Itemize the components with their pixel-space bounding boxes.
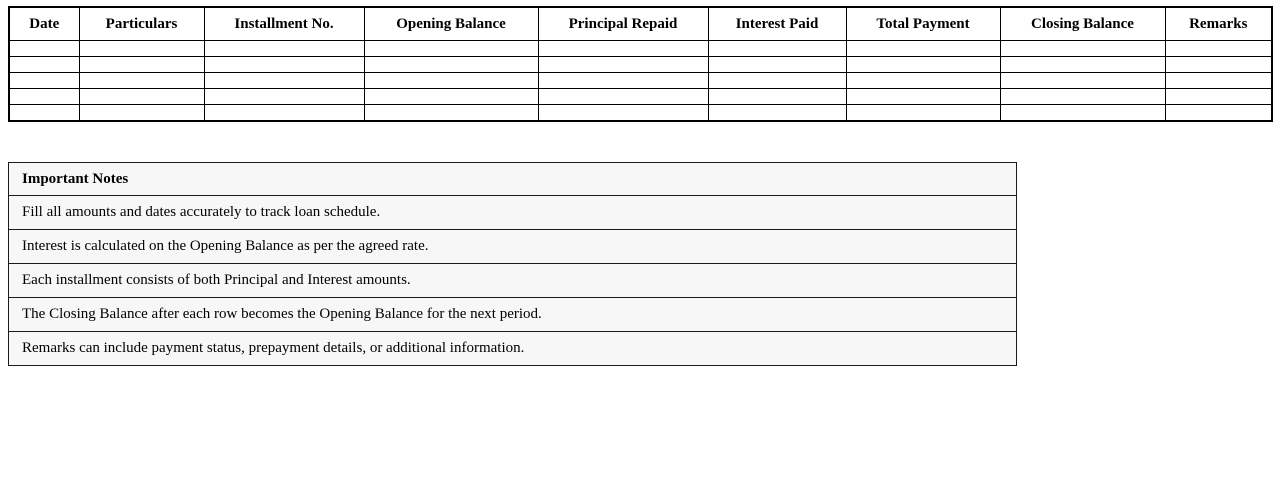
note-row: [9, 196, 1017, 230]
loan-table-cell: [79, 105, 204, 122]
loan-table-cell: [708, 73, 846, 89]
loan-table-cell: [364, 57, 538, 73]
column-header-opening-balance: Opening Balance: [364, 7, 538, 41]
loan-table-cell: [1000, 89, 1165, 105]
note-text: The Closing Balance after each row becomes the Opening Balance for the next period.: [9, 298, 1017, 332]
loan-table-cell: [204, 105, 364, 122]
column-header-closing-balance: Closing Balance: [1000, 7, 1165, 41]
important-notes-table: [8, 162, 1017, 366]
loan-table-cell: [9, 57, 79, 73]
loan-table-cell: [79, 73, 204, 89]
loan-table-cell: [1000, 57, 1165, 73]
loan-table-cell: [846, 73, 1000, 89]
column-header-date: Date: [9, 7, 79, 41]
column-header-principal-repaid: Principal Repaid: [538, 7, 708, 41]
loan-table-cell: [846, 105, 1000, 122]
loan-table-cell: [1000, 105, 1165, 122]
loan-table-cell: [9, 73, 79, 89]
loan-table-cell: [79, 57, 204, 73]
loan-table-cell: [708, 57, 846, 73]
loan-table-header-row: [9, 7, 1272, 41]
loan-table-row: [9, 73, 1272, 89]
loan-table-cell: [538, 105, 708, 122]
loan-table-cell: [1000, 73, 1165, 89]
note-text: Fill all amounts and dates accurately to track loan schedule.: [9, 196, 1017, 230]
column-header-remarks: Remarks: [1165, 7, 1272, 41]
loan-table-cell: [708, 41, 846, 57]
column-header-interest-paid: Interest Paid: [708, 7, 846, 41]
loan-table-cell: [538, 57, 708, 73]
loan-table-cell: [364, 89, 538, 105]
loan-table-row: [9, 57, 1272, 73]
loan-table-cell: [846, 89, 1000, 105]
note-row: [9, 332, 1017, 366]
loan-table-cell: [1165, 105, 1272, 122]
loan-table-cell: [708, 89, 846, 105]
note-row: [9, 298, 1017, 332]
loan-table-cell: [538, 41, 708, 57]
loan-table-cell: [1165, 89, 1272, 105]
loan-table-cell: [204, 57, 364, 73]
note-row: [9, 264, 1017, 298]
loan-table-cell: [538, 73, 708, 89]
loan-table-row: [9, 41, 1272, 57]
loan-table-cell: [9, 41, 79, 57]
loan-table-cell: [204, 41, 364, 57]
loan-table-cell: [9, 89, 79, 105]
loan-table-cell: [1000, 41, 1165, 57]
loan-table-row: [9, 89, 1272, 105]
loan-table-cell: [204, 73, 364, 89]
loan-table-cell: [364, 105, 538, 122]
column-header-total-payment: Total Payment: [846, 7, 1000, 41]
loan-table-cell: [79, 89, 204, 105]
loan-table-cell: [204, 89, 364, 105]
loan-table-cell: [364, 73, 538, 89]
note-text: Each installment consists of both Principal and Interest amounts.: [9, 264, 1017, 298]
notes-title-row: [9, 163, 1017, 196]
note-text: Interest is calculated on the Opening Balance as per the agreed rate.: [9, 230, 1017, 264]
loan-table-cell: [1165, 73, 1272, 89]
loan-table-cell: [846, 57, 1000, 73]
loan-table-cell: [538, 89, 708, 105]
column-header-installment-no: Installment No.: [204, 7, 364, 41]
loan-table-cell: [708, 105, 846, 122]
loan-table-cell: [79, 41, 204, 57]
loan-table-cell: [846, 41, 1000, 57]
loan-table-cell: [1165, 57, 1272, 73]
note-row: [9, 230, 1017, 264]
column-header-particulars: Particulars: [79, 7, 204, 41]
loan-table-row: [9, 105, 1272, 122]
loan-table-cell: [364, 41, 538, 57]
loan-schedule-table: [8, 6, 1273, 122]
note-text: Remarks can include payment status, prepayment details, or additional information.: [9, 332, 1017, 366]
loan-table-cell: [1165, 41, 1272, 57]
loan-table-cell: [9, 105, 79, 122]
notes-title: Important Notes: [9, 163, 1017, 196]
